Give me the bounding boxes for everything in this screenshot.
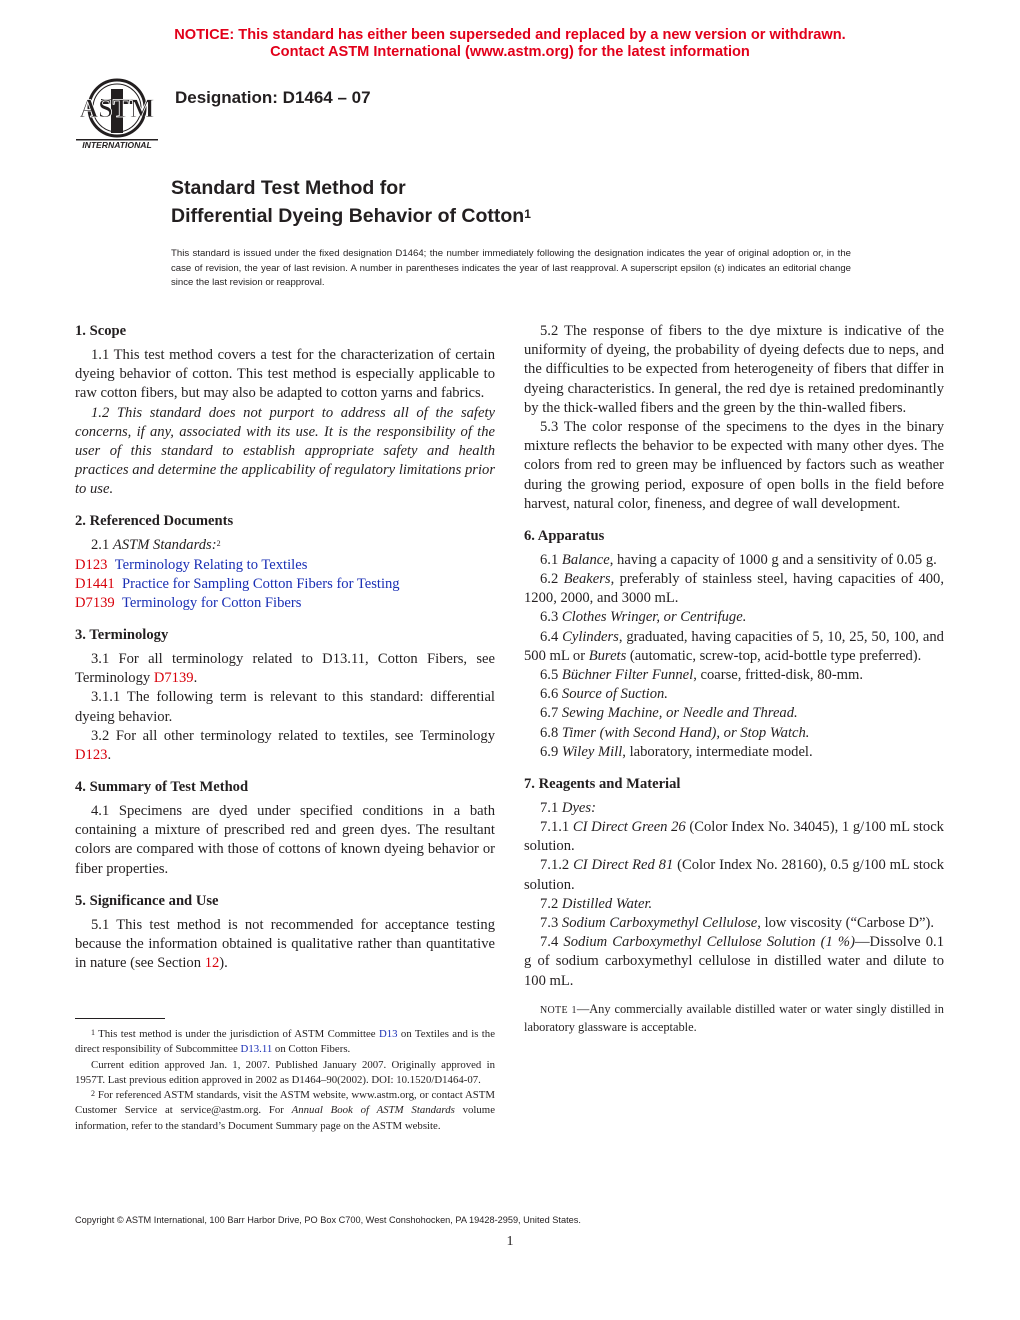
para-3-2	[75, 727, 495, 765]
para-3-2-text: 3.2 For all other terminology related to textiles, see Terminology	[91, 727, 495, 744]
footnote-1-end: on Cotton Fibers.	[272, 1043, 351, 1056]
title-line-2	[171, 202, 531, 230]
para-6-8-item: Timer (with Second Hand), or Stop Watch.	[561, 724, 810, 741]
para-6-1-text: , having a capacity of 1000 g and a sensitivity of 0.05 g.	[609, 551, 937, 568]
footnote-divider	[75, 1018, 165, 1019]
para-3-1-end: .	[193, 670, 198, 687]
title-line-1: Standard Test Method for	[171, 177, 406, 199]
para-6-6-num: 6.6	[540, 686, 559, 703]
footnote-1-edition: Current edition approved Jan. 1, 2007. Published January 2007. Originally approved in 1957T. Last previous edition approved in 2002 as D1464–90(2002). DOI: 10.1520/D1464-07.	[75, 1058, 495, 1086]
para-1-2-text: 1.2 This standard does not purport to address all of the safety concerns, if any, associated with its use. It is the responsibility of the user of this standard to establish appropriate safety and health practices and determine the applicability of regulatory limitations prior to use.	[75, 404, 495, 498]
para-6-8-num: 6.8	[540, 724, 559, 741]
para-6-5	[524, 666, 944, 685]
note-1	[524, 1001, 944, 1036]
para-6-5-num: 6.5	[540, 667, 559, 684]
para-7-1-2-text: (Color Index No. 28160), 0.5 g/100 mL stock solution.	[524, 857, 945, 893]
para-3-2-end: .	[107, 747, 112, 764]
para-4-1: 4.1 Specimens are dyed under specified conditions in a bath containing a mixture of prescribed red and green dyes. The resultant colors are compared with those of cottons of known dyeing behavior or fiber properties.	[75, 803, 495, 877]
section-summary-heading: 4. Summary of Test Method	[75, 779, 249, 796]
ref-d1441-title[interactable]: Practice for Sampling Cotton Fibers for Testing	[122, 575, 400, 592]
ref-d123[interactable]	[75, 556, 495, 575]
link-section-12[interactable]: 12	[204, 955, 220, 972]
para-2-1	[75, 536, 495, 555]
right-column	[524, 322, 944, 1036]
ref-d123-title[interactable]: Terminology Relating to Textiles	[114, 556, 308, 573]
para-6-7-num: 6.7	[540, 705, 559, 722]
para-6-9-item: Wiley Mill	[561, 743, 623, 760]
ref-d7139-code[interactable]: D7139	[75, 595, 115, 612]
ref-d1441[interactable]	[75, 575, 495, 594]
para-7-3-text: , low viscosity (“Carbose D”).	[757, 915, 934, 932]
note-1-label: NOTE 1	[540, 1004, 577, 1016]
para-6-2	[524, 570, 944, 608]
astm-logo-icon	[72, 75, 162, 153]
footnote-1-text: This test method is under the jurisdiction of ASTM Committee	[95, 1028, 379, 1040]
section-reagents-heading: 7. Reagents and Material	[524, 775, 681, 792]
para-6-1	[524, 551, 944, 570]
para-7-4-num: 7.4	[540, 934, 559, 951]
para-6-5-item: Büchner Filter Funnel	[561, 667, 694, 684]
para-7-1-1-text: (Color Index No. 34045), 1 g/100 mL stock solution.	[524, 819, 944, 855]
para-6-4-item-2: Burets	[588, 647, 627, 664]
logo-letters: ASTM	[79, 94, 155, 123]
para-5-1	[75, 916, 495, 974]
designation: Designation: D1464 – 07	[175, 88, 371, 107]
copyright: Copyright © ASTM International, 100 Barr Harbor Drive, PO Box C700, West Conshohocken, PA 19428-2959, United States.	[75, 1215, 581, 1225]
para-7-1-num: 7.1	[540, 799, 559, 816]
para-6-6	[524, 685, 944, 704]
para-3-1-1: 3.1.1 The following term is relevant to this standard: differential dyeing behavior.	[75, 689, 495, 725]
footnotes	[75, 1027, 495, 1134]
footnote-2-italic: Annual Book of ASTM Standards	[291, 1104, 455, 1117]
para-6-7-item: Sewing Machine, or Needle and Thread.	[561, 705, 798, 722]
para-7-1-2	[524, 856, 944, 894]
para-2-1-num: 2.1	[91, 537, 110, 554]
section-scope-heading: 1. Scope	[75, 323, 127, 339]
para-7-2-num: 7.2	[540, 895, 559, 912]
para-6-7	[524, 704, 944, 723]
para-7-2-item: Distilled Water.	[561, 895, 653, 912]
footnote-1-mid: on Textiles and is the direct responsibility of Subcommittee	[75, 1028, 496, 1056]
para-6-3-item: Clothes Wringer, or Centrifuge.	[561, 609, 747, 626]
para-6-9-text: , laboratory, intermediate model.	[622, 743, 813, 760]
para-7-3-num: 7.3	[540, 915, 559, 932]
section-terminology-heading: 3. Terminology	[75, 627, 169, 644]
para-6-4-num: 6.4	[540, 628, 559, 645]
footnote-2-end: volume information, refer to the standard’s Document Summary page on the ASTM website.	[75, 1104, 495, 1132]
para-7-1-2-num: 7.1.2	[540, 857, 570, 874]
footnote-2	[75, 1088, 495, 1134]
para-7-4-item: Sodium Carboxymethyl Cellulose Solution (1 %)	[563, 934, 855, 951]
para-2-1-text: ASTM Standards:	[112, 537, 217, 554]
para-6-1-num: 6.1	[540, 551, 559, 568]
notice-banner	[0, 27, 1020, 61]
link-d7139[interactable]: D7139	[153, 670, 194, 687]
issue-statement: This standard is issued under the fixed designation D1464; the number immediately following the designation indicates the year of original adoption or, in the case of revision, the year of last revision. A number in parentheses indicates the year of last reapproval. A superscript epsilon (ε) indicates an editorial change since the last revision or reapproval.	[171, 248, 851, 288]
footnote-2-text: For referenced ASTM standards, visit the ASTM website, www.astm.org, or contact ASTM Customer Service at service@astm.org. For	[75, 1089, 495, 1117]
footnote-1-mark: 1	[91, 1028, 95, 1037]
para-2-1-sup: 2	[216, 539, 221, 549]
page-number: 1	[506, 1234, 514, 1249]
note-1-text: —Any commercially available distilled water or water singly distilled in laboratory glassware is acceptable.	[524, 1001, 944, 1034]
para-6-5-text: , coarse, fritted-disk, 80-mm.	[693, 667, 864, 684]
para-1-2	[75, 404, 495, 500]
para-6-3-num: 6.3	[540, 609, 559, 626]
para-6-4-item: Cylinders	[562, 628, 619, 645]
para-3-1-text: 3.1 For all terminology related to D13.11, Cotton Fibers, see Terminology	[75, 651, 495, 687]
para-7-4	[524, 933, 944, 991]
section-apparatus-heading: 6. Apparatus	[524, 527, 605, 544]
para-6-8	[524, 724, 944, 743]
ref-d123-code[interactable]: D123	[75, 556, 108, 573]
para-6-2-text: , preferably of stainless steel, having capacities of 400, 1200, 2000, and 3000 mL.	[524, 571, 944, 607]
para-6-3	[524, 608, 944, 627]
document-title	[171, 174, 531, 230]
para-7-1-item: Dyes:	[561, 799, 596, 816]
para-7-1	[524, 799, 944, 818]
para-6-9	[524, 743, 944, 762]
para-7-1-1-item: CI Direct Green 26	[572, 819, 686, 836]
para-5-2: 5.2 The response of fibers to the dye mixture is indicative of the uniformity of dyeing, the probability of dyeing defects due to neps, and the difficulties to be expected from heterogeneity of fibers that differ in dyeing characteristics. In general, the red dye is retained predominantly by the thick-walled fibers and the green by the thin-walled fibers.	[524, 323, 944, 416]
para-6-6-item: Source of Suction.	[561, 686, 668, 703]
logo-label: INTERNATIONAL	[82, 140, 152, 150]
para-5-1-text: 5.1 This test method is not recommended for acceptance testing because the information obtained is qualitative rather than quantitative in nature (see Section	[75, 916, 495, 972]
para-3-1	[75, 650, 495, 688]
para-7-1-1-num: 7.1.1	[540, 819, 570, 836]
para-6-9-num: 6.9	[540, 743, 559, 760]
title-footnote-mark: 1	[524, 207, 531, 221]
notice-line-1: NOTICE: This standard has either been superseded and replaced by a new version or withdrawn.	[174, 27, 846, 43]
link-d13[interactable]: D13	[378, 1028, 398, 1040]
footnote-1	[75, 1027, 495, 1058]
para-7-3	[524, 914, 944, 933]
para-6-4	[524, 628, 944, 666]
left-column	[75, 322, 495, 973]
para-6-1-item: Balance	[561, 551, 610, 568]
link-d13-11[interactable]: D13.11	[240, 1043, 273, 1056]
section-significance-heading: 5. Significance and Use	[75, 892, 219, 909]
title-line-2-text: Differential Dyeing Behavior of Cotton	[171, 205, 525, 227]
notice-line-2: Contact ASTM International (www.astm.org) for the latest information	[270, 44, 750, 60]
para-7-1-1	[524, 818, 944, 856]
para-5-1-end: ).	[219, 955, 228, 972]
ref-d1441-code[interactable]: D1441	[75, 575, 115, 592]
para-7-4-text: —Dissolve 0.1 g of sodium carboxymethyl cellulose in distilled water and dilute to 100 mL.	[524, 934, 944, 989]
para-6-2-item: Beakers	[563, 571, 611, 588]
para-6-4-end: (automatic, screw-top, acid-bottle type preferred).	[626, 647, 922, 664]
para-1-1: 1.1 This test method covers a test for the characterization of certain dyeing behavior of cotton. This test method is especially applicable to raw cotton fibers, but may also be adapted to cotton yarns and fabrics.	[75, 347, 495, 402]
para-6-4-text: , graduated, having capacities of 5, 10, 25, 50, 100, and 500 mL or	[524, 628, 944, 664]
section-referenced-documents-heading: 2. Referenced Documents	[75, 513, 234, 530]
footnote-2-mark: 2	[91, 1089, 95, 1099]
ref-d7139-title[interactable]: Terminology for Cotton Fibers	[122, 595, 302, 612]
para-6-2-num: 6.2	[540, 571, 559, 588]
para-7-2	[524, 895, 944, 914]
para-5-3: 5.3 The color response of the specimens to the dyes in the binary mixture reflects the behavior to be expected with many other dyes. The colors from red to green may be influenced by factors such as weather during the growing period, exposure of open bolls in the field before harvest, natural color, fineness, and degree of wall development.	[524, 419, 944, 512]
para-7-3-item: Sodium Carboxymethyl Cellulose	[561, 915, 758, 932]
para-7-1-2-item: CI Direct Red 81	[573, 857, 674, 874]
ref-d7139[interactable]	[75, 594, 495, 613]
link-d123[interactable]: D123	[75, 747, 108, 764]
